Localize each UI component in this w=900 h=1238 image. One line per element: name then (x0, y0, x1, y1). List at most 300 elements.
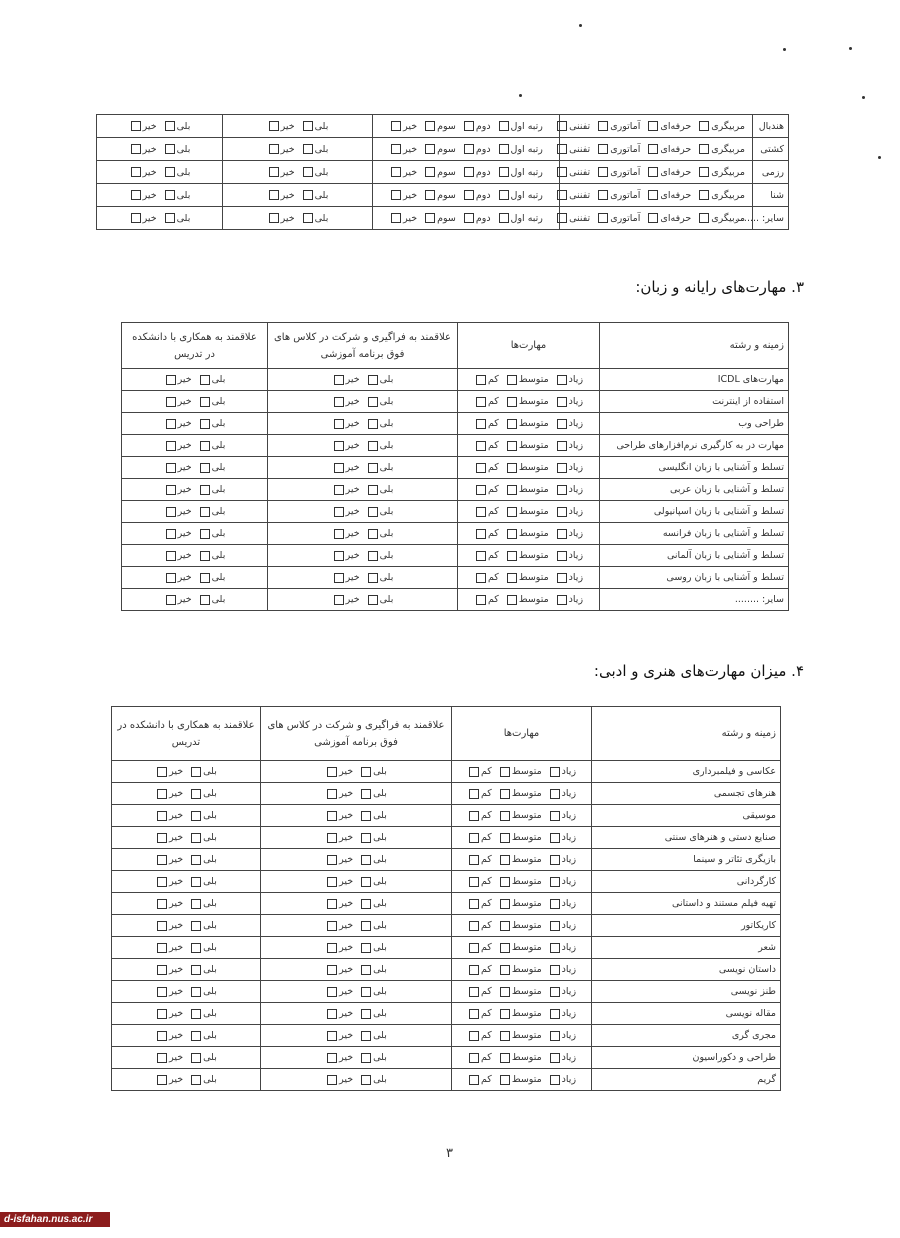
skill-level-option-checkbox[interactable] (557, 441, 567, 451)
no-option-checkbox[interactable] (327, 1031, 337, 1041)
yes-option[interactable] (198, 440, 226, 451)
yes-option-checkbox[interactable] (361, 833, 371, 843)
rank-option[interactable] (389, 213, 417, 224)
skill-level-option-checkbox[interactable] (476, 573, 486, 583)
no-option-checkbox[interactable] (166, 419, 176, 429)
rank-option[interactable] (389, 121, 417, 132)
no-option[interactable] (155, 986, 183, 997)
yes-option-checkbox[interactable] (303, 121, 313, 131)
yes-option-checkbox[interactable] (200, 551, 210, 561)
rank-option-checkbox[interactable] (499, 121, 509, 131)
no-option-checkbox[interactable] (157, 943, 167, 953)
skill-level-option-checkbox[interactable] (507, 441, 517, 451)
no-option-checkbox[interactable] (327, 1053, 337, 1063)
skill-level-option-checkbox[interactable] (469, 1053, 479, 1063)
yes-option-checkbox[interactable] (368, 529, 378, 539)
yes-option-checkbox[interactable] (361, 899, 371, 909)
skill-level-option-checkbox[interactable] (500, 833, 510, 843)
no-option-checkbox[interactable] (269, 167, 279, 177)
yes-option-checkbox[interactable] (191, 1031, 201, 1041)
yes-option-checkbox[interactable] (368, 375, 378, 385)
level-option-checkbox[interactable] (699, 121, 709, 131)
no-option-checkbox[interactable] (157, 811, 167, 821)
yes-option[interactable] (189, 986, 217, 997)
no-option-checkbox[interactable] (166, 551, 176, 561)
rank-option-checkbox[interactable] (499, 213, 509, 223)
skill-level-option-checkbox[interactable] (500, 943, 510, 953)
skill-level-option[interactable] (505, 528, 549, 539)
yes-option-checkbox[interactable] (165, 213, 175, 223)
level-option[interactable] (646, 144, 691, 155)
no-option-checkbox[interactable] (327, 943, 337, 953)
skill-level-option-checkbox[interactable] (557, 397, 567, 407)
no-option-checkbox[interactable] (334, 485, 344, 495)
no-option-checkbox[interactable] (131, 121, 141, 131)
yes-option[interactable] (198, 572, 226, 583)
skill-level-option-checkbox[interactable] (500, 877, 510, 887)
skill-level-option[interactable] (467, 898, 492, 909)
skill-level-option[interactable] (467, 1008, 492, 1019)
rank-option-checkbox[interactable] (391, 144, 401, 154)
skill-level-option-checkbox[interactable] (557, 551, 567, 561)
level-option[interactable] (596, 213, 640, 224)
skill-level-option-checkbox[interactable] (476, 441, 486, 451)
skill-level-option[interactable] (505, 440, 549, 451)
yes-option-checkbox[interactable] (191, 1009, 201, 1019)
skill-level-option[interactable] (548, 920, 576, 931)
yes-option[interactable] (359, 964, 387, 975)
yes-option[interactable] (189, 1030, 217, 1041)
yes-option[interactable] (301, 121, 329, 132)
no-option-checkbox[interactable] (166, 463, 176, 473)
skill-level-option[interactable] (505, 462, 549, 473)
no-option-checkbox[interactable] (334, 463, 344, 473)
yes-option-checkbox[interactable] (368, 463, 378, 473)
level-option-checkbox[interactable] (598, 121, 608, 131)
yes-option-checkbox[interactable] (368, 551, 378, 561)
no-option-checkbox[interactable] (166, 485, 176, 495)
no-option[interactable] (164, 594, 192, 605)
skill-level-option[interactable] (548, 876, 576, 887)
skill-level-option-checkbox[interactable] (469, 1075, 479, 1085)
skill-level-option[interactable] (467, 1030, 492, 1041)
skill-level-option[interactable] (467, 810, 492, 821)
skill-level-option[interactable] (498, 942, 542, 953)
rank-option-checkbox[interactable] (425, 167, 435, 177)
no-option-checkbox[interactable] (131, 213, 141, 223)
rank-option-checkbox[interactable] (391, 190, 401, 200)
no-option[interactable] (164, 440, 192, 451)
skill-level-option-checkbox[interactable] (500, 965, 510, 975)
yes-option[interactable] (198, 550, 226, 561)
skill-level-option[interactable] (467, 964, 492, 975)
skill-level-option-checkbox[interactable] (557, 573, 567, 583)
no-option-checkbox[interactable] (166, 441, 176, 451)
level-option-checkbox[interactable] (557, 213, 567, 223)
no-option[interactable] (164, 528, 192, 539)
no-option[interactable] (325, 788, 353, 799)
skill-level-option[interactable] (548, 810, 576, 821)
skill-level-option-checkbox[interactable] (507, 485, 517, 495)
no-option[interactable] (164, 396, 192, 407)
skill-level-option[interactable] (555, 484, 583, 495)
skill-level-option[interactable] (467, 1074, 492, 1085)
yes-option[interactable] (359, 898, 387, 909)
no-option-checkbox[interactable] (327, 965, 337, 975)
no-option[interactable] (325, 986, 353, 997)
yes-option-checkbox[interactable] (191, 987, 201, 997)
no-option-checkbox[interactable] (157, 833, 167, 843)
skill-level-option-checkbox[interactable] (476, 529, 486, 539)
skill-level-option-checkbox[interactable] (550, 1009, 560, 1019)
yes-option[interactable] (198, 594, 226, 605)
rank-option-checkbox[interactable] (425, 144, 435, 154)
skill-level-option[interactable] (555, 528, 583, 539)
yes-option-checkbox[interactable] (191, 767, 201, 777)
rank-option[interactable] (423, 213, 456, 224)
yes-option[interactable] (189, 832, 217, 843)
yes-option[interactable] (189, 942, 217, 953)
no-option[interactable] (332, 462, 360, 473)
no-option[interactable] (155, 854, 183, 865)
yes-option[interactable] (189, 964, 217, 975)
skill-level-option[interactable] (548, 964, 576, 975)
level-option[interactable] (646, 190, 691, 201)
yes-option[interactable] (359, 876, 387, 887)
skill-level-option-checkbox[interactable] (476, 485, 486, 495)
no-option[interactable] (325, 832, 353, 843)
level-option[interactable] (596, 144, 640, 155)
no-option[interactable] (325, 920, 353, 931)
no-option[interactable] (267, 144, 295, 155)
yes-option[interactable] (359, 920, 387, 931)
skill-level-option-checkbox[interactable] (469, 987, 479, 997)
yes-option[interactable] (366, 528, 394, 539)
no-option[interactable] (164, 506, 192, 517)
level-option[interactable] (596, 190, 640, 201)
no-option[interactable] (325, 1030, 353, 1041)
skill-level-option-checkbox[interactable] (507, 397, 517, 407)
no-option[interactable] (129, 190, 157, 201)
no-option[interactable] (164, 374, 192, 385)
rank-option[interactable] (497, 144, 543, 155)
yes-option[interactable] (198, 528, 226, 539)
no-option[interactable] (129, 121, 157, 132)
no-option[interactable] (164, 484, 192, 495)
skill-level-option[interactable] (498, 898, 542, 909)
skill-level-option-checkbox[interactable] (469, 921, 479, 931)
yes-option-checkbox[interactable] (200, 375, 210, 385)
skill-level-option-checkbox[interactable] (507, 529, 517, 539)
skill-level-option-checkbox[interactable] (550, 855, 560, 865)
no-option[interactable] (332, 484, 360, 495)
yes-option-checkbox[interactable] (191, 943, 201, 953)
skill-level-option-checkbox[interactable] (507, 551, 517, 561)
skill-level-option[interactable] (505, 594, 549, 605)
skill-level-option-checkbox[interactable] (469, 789, 479, 799)
no-option-checkbox[interactable] (334, 573, 344, 583)
yes-option[interactable] (163, 213, 191, 224)
no-option[interactable] (155, 766, 183, 777)
yes-option[interactable] (189, 788, 217, 799)
skill-level-option[interactable] (548, 832, 576, 843)
skill-level-option[interactable] (555, 572, 583, 583)
skill-level-option[interactable] (548, 1030, 576, 1041)
level-option[interactable] (697, 190, 745, 201)
no-option[interactable] (325, 1052, 353, 1063)
level-option-checkbox[interactable] (648, 190, 658, 200)
skill-level-option-checkbox[interactable] (507, 595, 517, 605)
rank-option-checkbox[interactable] (464, 144, 474, 154)
no-option-checkbox[interactable] (327, 767, 337, 777)
yes-option-checkbox[interactable] (165, 190, 175, 200)
rank-option-checkbox[interactable] (499, 144, 509, 154)
yes-option[interactable] (359, 854, 387, 865)
no-option-checkbox[interactable] (327, 921, 337, 931)
yes-option-checkbox[interactable] (361, 1009, 371, 1019)
skill-level-option[interactable] (498, 788, 542, 799)
yes-option-checkbox[interactable] (368, 441, 378, 451)
yes-option[interactable] (189, 854, 217, 865)
no-option[interactable] (164, 550, 192, 561)
yes-option-checkbox[interactable] (368, 595, 378, 605)
skill-level-option[interactable] (498, 854, 542, 865)
rank-option[interactable] (497, 190, 543, 201)
yes-option[interactable] (359, 942, 387, 953)
no-option-checkbox[interactable] (269, 121, 279, 131)
yes-option-checkbox[interactable] (200, 441, 210, 451)
rank-option-checkbox[interactable] (425, 121, 435, 131)
no-option-checkbox[interactable] (327, 877, 337, 887)
skill-level-option-checkbox[interactable] (469, 1009, 479, 1019)
yes-option-checkbox[interactable] (191, 877, 201, 887)
yes-option[interactable] (359, 766, 387, 777)
no-option[interactable] (164, 462, 192, 473)
no-option-checkbox[interactable] (166, 529, 176, 539)
skill-level-option-checkbox[interactable] (469, 1031, 479, 1041)
skill-level-option-checkbox[interactable] (550, 833, 560, 843)
no-option[interactable] (332, 528, 360, 539)
yes-option-checkbox[interactable] (361, 921, 371, 931)
yes-option[interactable] (198, 462, 226, 473)
skill-level-option[interactable] (474, 550, 499, 561)
no-option[interactable] (155, 788, 183, 799)
rank-option[interactable] (497, 167, 543, 178)
level-option[interactable] (697, 144, 745, 155)
rank-option[interactable] (462, 190, 491, 201)
level-option-checkbox[interactable] (648, 121, 658, 131)
yes-option-checkbox[interactable] (368, 573, 378, 583)
skill-level-option[interactable] (555, 418, 583, 429)
yes-option[interactable] (301, 190, 329, 201)
level-option[interactable] (555, 167, 590, 178)
skill-level-option-checkbox[interactable] (507, 375, 517, 385)
skill-level-option[interactable] (498, 1030, 542, 1041)
skill-level-option[interactable] (548, 766, 576, 777)
yes-option[interactable] (366, 396, 394, 407)
yes-option-checkbox[interactable] (361, 943, 371, 953)
yes-option[interactable] (359, 1030, 387, 1041)
no-option[interactable] (267, 121, 295, 132)
no-option[interactable] (155, 832, 183, 843)
skill-level-option-checkbox[interactable] (557, 375, 567, 385)
no-option-checkbox[interactable] (157, 921, 167, 931)
skill-level-option[interactable] (505, 396, 549, 407)
rank-option[interactable] (423, 190, 456, 201)
yes-option-checkbox[interactable] (361, 965, 371, 975)
yes-option-checkbox[interactable] (200, 507, 210, 517)
yes-option-checkbox[interactable] (200, 529, 210, 539)
skill-level-option[interactable] (498, 1052, 542, 1063)
skill-level-option[interactable] (474, 396, 499, 407)
skill-level-option-checkbox[interactable] (500, 1075, 510, 1085)
skill-level-option[interactable] (498, 876, 542, 887)
skill-level-option[interactable] (467, 920, 492, 931)
no-option-checkbox[interactable] (157, 1031, 167, 1041)
yes-option-checkbox[interactable] (191, 1075, 201, 1085)
rank-option[interactable] (497, 121, 543, 132)
no-option[interactable] (325, 766, 353, 777)
skill-level-option[interactable] (555, 396, 583, 407)
yes-option[interactable] (366, 462, 394, 473)
skill-level-option-checkbox[interactable] (500, 1053, 510, 1063)
no-option-checkbox[interactable] (334, 397, 344, 407)
skill-level-option-checkbox[interactable] (557, 529, 567, 539)
rank-option[interactable] (462, 121, 491, 132)
skill-level-option[interactable] (467, 788, 492, 799)
rank-option[interactable] (389, 190, 417, 201)
skill-level-option[interactable] (498, 986, 542, 997)
yes-option[interactable] (366, 484, 394, 495)
level-option-checkbox[interactable] (557, 190, 567, 200)
skill-level-option-checkbox[interactable] (476, 397, 486, 407)
yes-option-checkbox[interactable] (165, 121, 175, 131)
no-option[interactable] (325, 942, 353, 953)
skill-level-option-checkbox[interactable] (557, 419, 567, 429)
yes-option-checkbox[interactable] (361, 877, 371, 887)
skill-level-option[interactable] (548, 1074, 576, 1085)
no-option[interactable] (129, 167, 157, 178)
no-option-checkbox[interactable] (157, 1053, 167, 1063)
yes-option-checkbox[interactable] (191, 1053, 201, 1063)
no-option-checkbox[interactable] (327, 1075, 337, 1085)
skill-level-option-checkbox[interactable] (476, 375, 486, 385)
skill-level-option-checkbox[interactable] (500, 811, 510, 821)
skill-level-option[interactable] (498, 766, 542, 777)
rank-option[interactable] (389, 167, 417, 178)
no-option[interactable] (332, 418, 360, 429)
no-option[interactable] (332, 550, 360, 561)
no-option[interactable] (332, 396, 360, 407)
no-option[interactable] (325, 854, 353, 865)
skill-level-option-checkbox[interactable] (469, 855, 479, 865)
no-option-checkbox[interactable] (334, 441, 344, 451)
no-option-checkbox[interactable] (327, 899, 337, 909)
skill-level-option-checkbox[interactable] (500, 921, 510, 931)
no-option-checkbox[interactable] (166, 573, 176, 583)
no-option-checkbox[interactable] (157, 789, 167, 799)
skill-level-option[interactable] (548, 1052, 576, 1063)
no-option[interactable] (267, 213, 295, 224)
skill-level-option[interactable] (548, 1008, 576, 1019)
skill-level-option-checkbox[interactable] (500, 767, 510, 777)
yes-option[interactable] (359, 1052, 387, 1063)
rank-option-checkbox[interactable] (464, 167, 474, 177)
yes-option-checkbox[interactable] (361, 1053, 371, 1063)
skill-level-option-checkbox[interactable] (557, 485, 567, 495)
yes-option[interactable] (366, 594, 394, 605)
level-option-checkbox[interactable] (557, 144, 567, 154)
rank-option[interactable] (497, 213, 543, 224)
skill-level-option[interactable] (505, 418, 549, 429)
level-option[interactable] (697, 121, 745, 132)
rank-option-checkbox[interactable] (499, 190, 509, 200)
skill-level-option[interactable] (548, 942, 576, 953)
yes-option[interactable] (189, 898, 217, 909)
skill-level-option[interactable] (467, 832, 492, 843)
skill-level-option[interactable] (498, 1074, 542, 1085)
skill-level-option-checkbox[interactable] (469, 943, 479, 953)
skill-level-option-checkbox[interactable] (507, 419, 517, 429)
no-option-checkbox[interactable] (334, 595, 344, 605)
no-option-checkbox[interactable] (166, 507, 176, 517)
yes-option-checkbox[interactable] (361, 987, 371, 997)
no-option[interactable] (332, 594, 360, 605)
yes-option[interactable] (189, 1074, 217, 1085)
level-option[interactable] (555, 190, 590, 201)
yes-option[interactable] (359, 810, 387, 821)
no-option-checkbox[interactable] (269, 190, 279, 200)
skill-level-option-checkbox[interactable] (469, 965, 479, 975)
skill-level-option[interactable] (555, 594, 583, 605)
skill-level-option-checkbox[interactable] (550, 1075, 560, 1085)
yes-option-checkbox[interactable] (368, 485, 378, 495)
no-option[interactable] (129, 144, 157, 155)
skill-level-option[interactable] (505, 506, 549, 517)
level-option-checkbox[interactable] (699, 144, 709, 154)
level-option-checkbox[interactable] (699, 167, 709, 177)
skill-level-option-checkbox[interactable] (557, 595, 567, 605)
yes-option-checkbox[interactable] (303, 213, 313, 223)
skill-level-option-checkbox[interactable] (550, 789, 560, 799)
skill-level-option[interactable] (474, 462, 499, 473)
yes-option[interactable] (163, 167, 191, 178)
skill-level-option-checkbox[interactable] (507, 573, 517, 583)
no-option-checkbox[interactable] (334, 529, 344, 539)
skill-level-option[interactable] (548, 986, 576, 997)
rank-option[interactable] (462, 213, 491, 224)
yes-option[interactable] (189, 920, 217, 931)
rank-option[interactable] (423, 144, 456, 155)
level-option[interactable] (697, 167, 745, 178)
level-option-checkbox[interactable] (557, 121, 567, 131)
yes-option[interactable] (359, 986, 387, 997)
skill-level-option[interactable] (555, 374, 583, 385)
level-option[interactable] (646, 167, 691, 178)
no-option[interactable] (332, 374, 360, 385)
skill-level-option-checkbox[interactable] (500, 855, 510, 865)
no-option-checkbox[interactable] (166, 595, 176, 605)
no-option[interactable] (155, 1074, 183, 1085)
yes-option-checkbox[interactable] (191, 811, 201, 821)
yes-option[interactable] (366, 418, 394, 429)
no-option[interactable] (325, 810, 353, 821)
level-option[interactable] (596, 121, 640, 132)
rank-option[interactable] (423, 121, 456, 132)
yes-option[interactable] (366, 440, 394, 451)
no-option[interactable] (129, 213, 157, 224)
yes-option-checkbox[interactable] (368, 507, 378, 517)
